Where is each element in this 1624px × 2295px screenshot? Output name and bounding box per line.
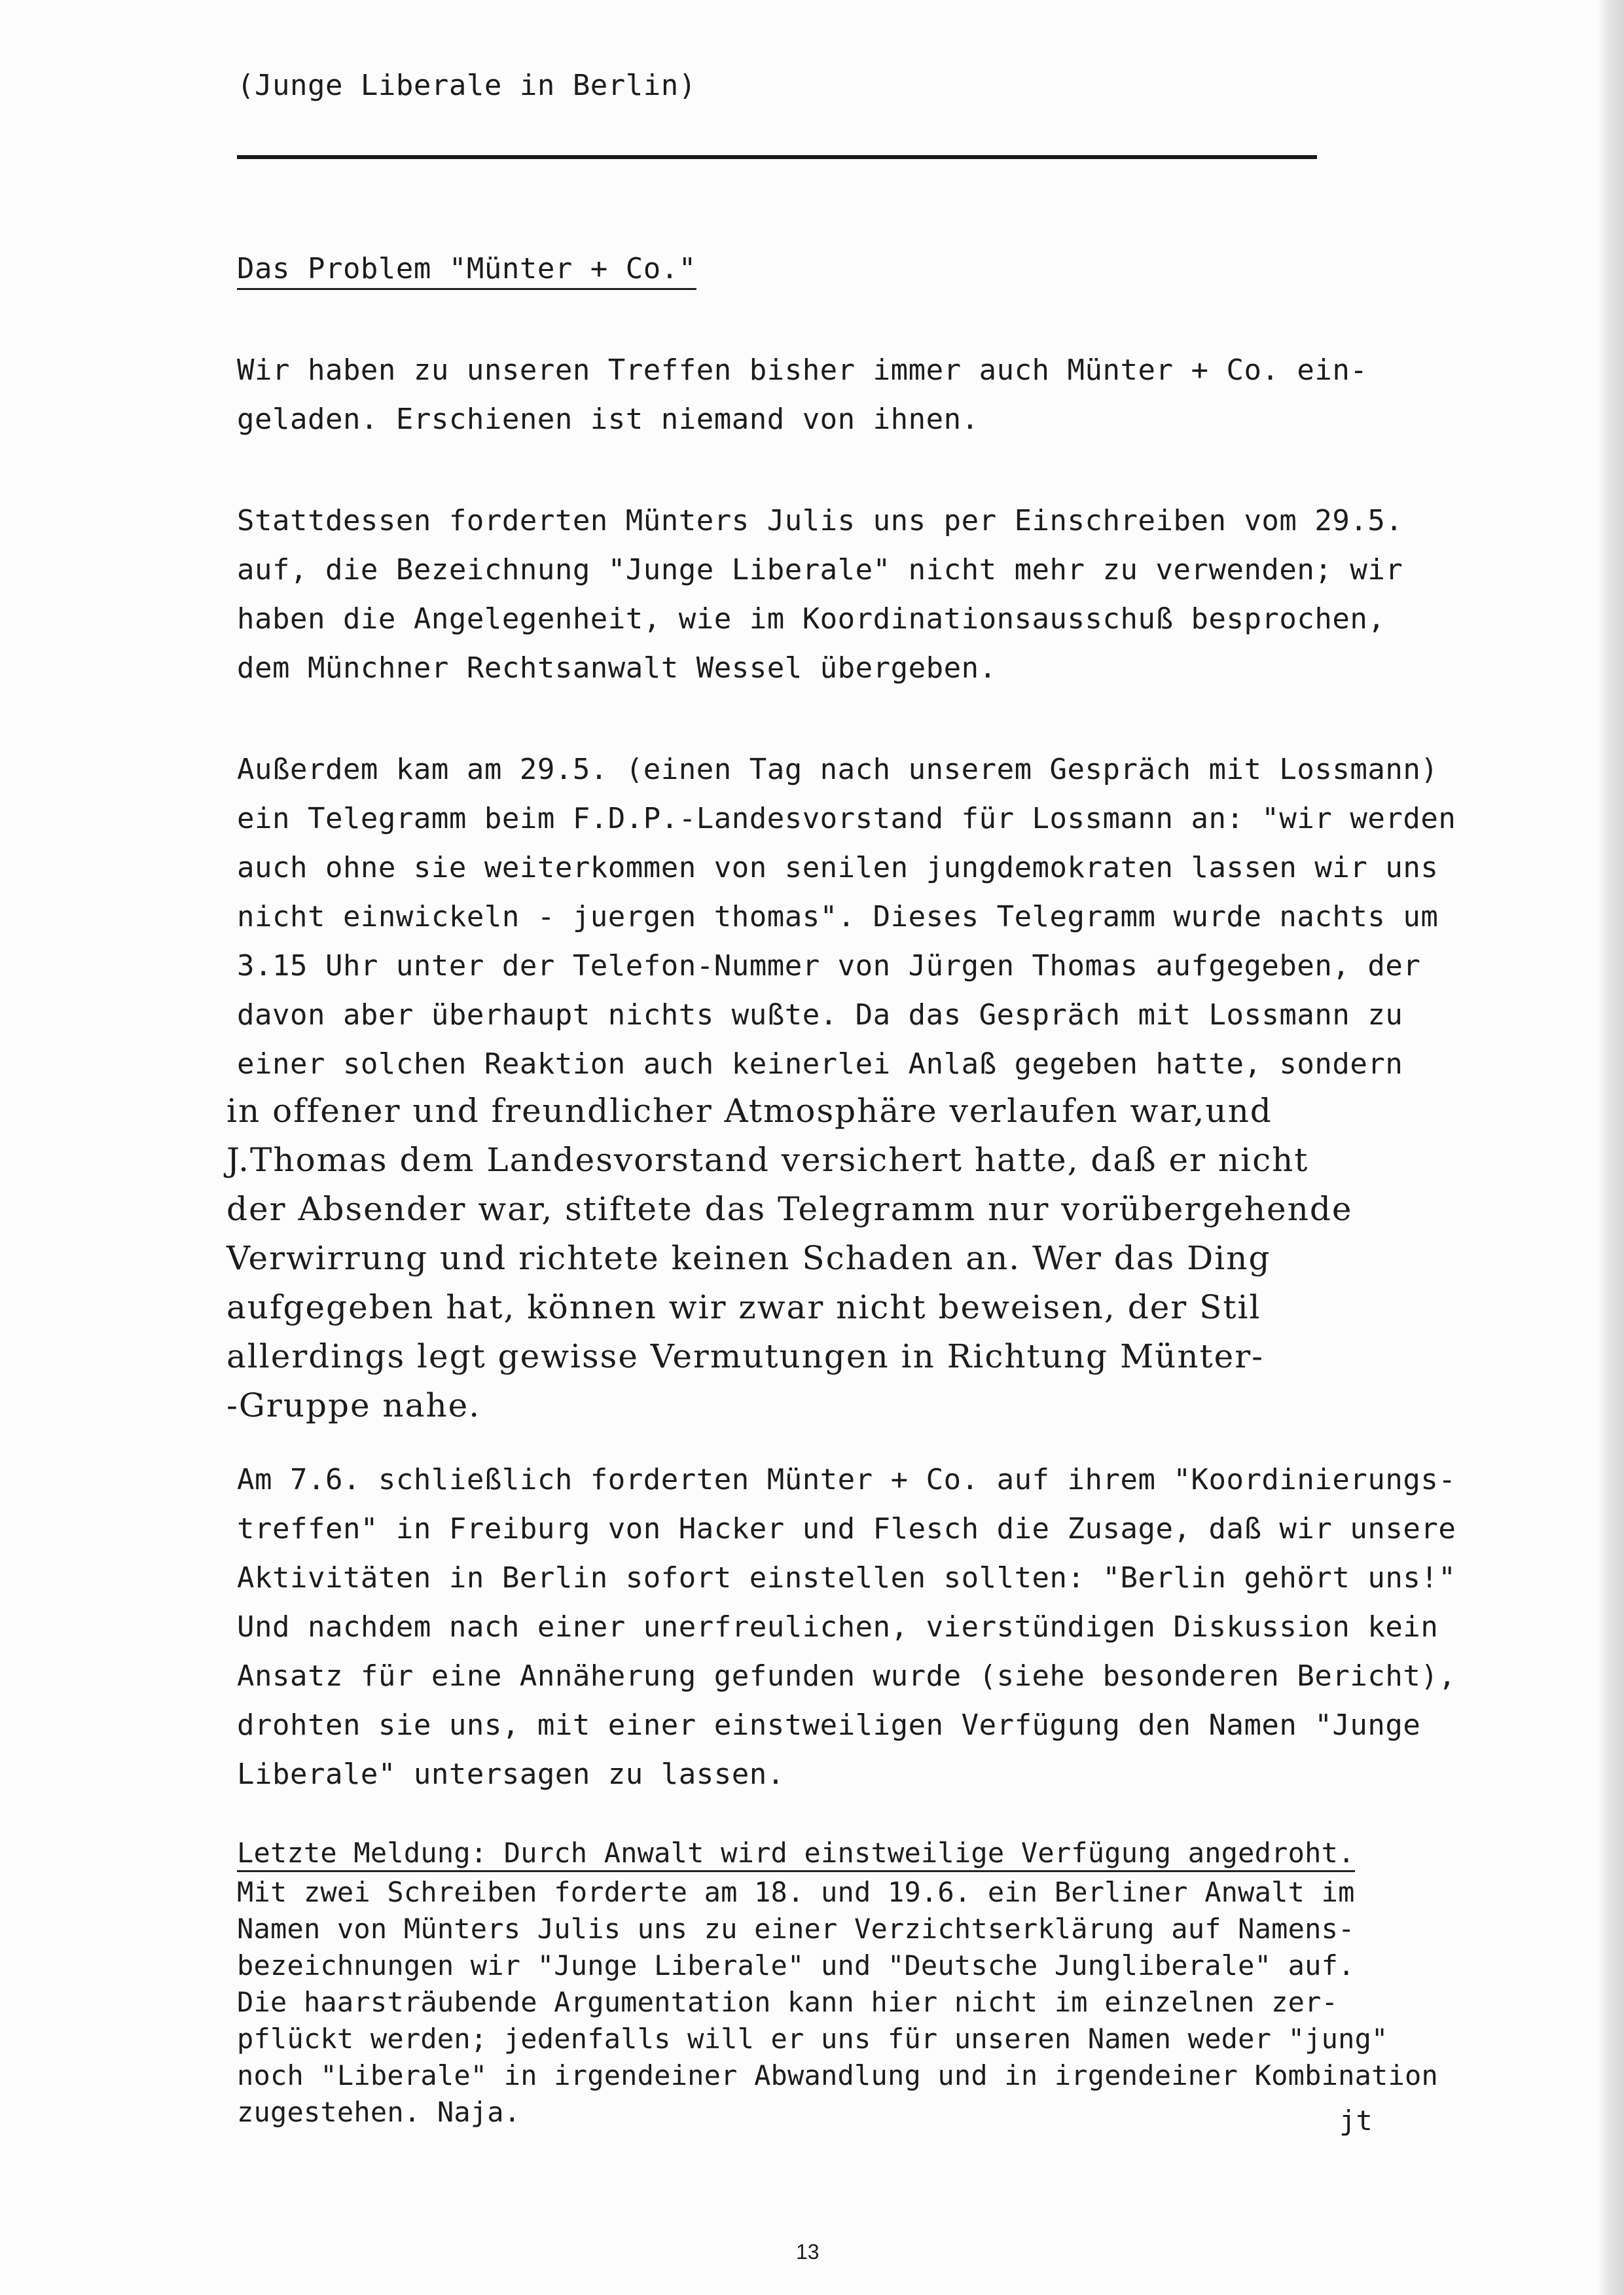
paragraph-2-line: haben die Angelegenheit, wie im Koordinationsausschuß besprochen, — [237, 602, 1386, 636]
paragraph-3-serif-line: der Absender war, stiftete das Telegramm nur vorübergehende — [226, 1190, 1353, 1228]
paragraph-3-serif-line: -Gruppe nahe. — [226, 1386, 481, 1424]
paragraph-2-line: auf, die Bezeichnung "Junge Liberale" nicht mehr zu verwenden; wir — [237, 553, 1403, 587]
page-edge-shadow — [1598, 0, 1624, 2295]
final-note-line: noch "Liberale" in irgendeiner Abwandlung und in irgendeiner Kombination — [237, 2059, 1439, 2091]
final-note-line: bezeichnungen wir "Junge Liberale" und "Deutsche Jungliberale" auf. — [237, 1949, 1355, 1981]
paragraph-3-line: auch ohne sie weiterkommen von senilen jungdemokraten lassen wir uns — [237, 851, 1439, 884]
paragraph-3-line: 3.15 Uhr unter der Telefon-Nummer von Jürgen Thomas aufgegeben, der — [237, 949, 1421, 983]
paragraph-1-line: geladen. Erschienen ist niemand von ihnen. — [237, 403, 979, 436]
page-number: 13 — [796, 2240, 820, 2264]
paragraph-3-serif-line: aufgegeben hat, können wir zwar nicht beweisen, der Stil — [226, 1288, 1261, 1326]
paragraph-4-line: Liberale" untersagen zu lassen. — [237, 1758, 785, 1791]
paragraph-2-line: Stattdessen forderten Münters Julis uns per Einschreiben vom 29.5. — [237, 504, 1403, 537]
paragraph-4-line: Und nachdem nach einer unerfreulichen, vierstündigen Diskussion kein — [237, 1610, 1439, 1644]
final-note-line: Namen von Münters Julis uns zu einer Verzichtserklärung auf Namens- — [237, 1913, 1355, 1945]
paragraph-4-line: Aktivitäten in Berlin sofort einstellen sollten: "Berlin gehört uns!" — [237, 1561, 1456, 1595]
paragraph-3-line: davon aber überhaupt nichts wußte. Da das Gespräch mit Lossmann zu — [237, 998, 1403, 1032]
paragraph-3-serif-line: in offener und freundlicher Atmosphäre verlaufen war,und — [226, 1092, 1272, 1130]
header-rule — [237, 155, 1317, 159]
paragraph-4-line: Ansatz für eine Annäherung gefunden wurde (siehe besonderen Bericht), — [237, 1659, 1456, 1693]
final-note-line: Mit zwei Schreiben forderte am 18. und 19.6. ein Berliner Anwalt im — [237, 1876, 1355, 1908]
final-note-heading: Letzte Meldung: Durch Anwalt wird einstweilige Verfügung angedroht. — [237, 1837, 1355, 1872]
paragraph-3-line: nicht einwickeln - juergen thomas". Dieses Telegramm wurde nachts um — [237, 900, 1439, 933]
paragraph-2-line: dem Münchner Rechtsanwalt Wessel übergeben. — [237, 651, 997, 685]
paragraph-4-line: treffen" in Freiburg von Hacker und Flesch die Zusage, daß wir unsere — [237, 1512, 1456, 1545]
paragraph-3-line: einer solchen Reaktion auch keinerlei Anlaß gegeben hatte, sondern — [237, 1047, 1403, 1081]
paragraph-1-line: Wir haben zu unseren Treffen bisher immer auch Münter + Co. ein- — [237, 353, 1368, 387]
paragraph-3-serif-line: Verwirrung und richtete keinen Schaden an. Wer das Ding — [226, 1239, 1271, 1277]
paragraph-3-line: ein Telegramm beim F.D.P.-Landesvorstand für Lossmann an: "wir werden — [237, 802, 1456, 835]
paragraph-4-line: drohten sie uns, mit einer einstweiligen Verfügung den Namen "Junge — [237, 1708, 1421, 1742]
section-heading: Das Problem "Münter + Co." — [237, 252, 696, 290]
paragraph-4-line: Am 7.6. schließlich forderten Münter + Co. auf ihrem "Koordinierungs- — [237, 1463, 1456, 1496]
final-note-line: Die haarsträubende Argumentation kann hier nicht im einzelnen zer- — [237, 1986, 1339, 2018]
final-note-line: pflückt werden; jedenfalls will er uns für unseren Namen weder "jung" — [237, 2023, 1388, 2055]
paragraph-3-serif-line: J.Thomas dem Landesvorstand versichert hatte, daß er nicht — [226, 1141, 1309, 1179]
final-note-line: zugestehen. Naja. — [237, 2096, 521, 2128]
paragraph-3-serif-line: allerdings legt gewisse Vermutungen in Richtung Münter- — [226, 1337, 1265, 1375]
paragraph-3-line: Außerdem kam am 29.5. (einen Tag nach unserem Gespräch mit Lossmann) — [237, 753, 1439, 786]
header-title: (Junge Liberale in Berlin) — [237, 69, 696, 102]
signature-initials: jt — [1339, 2105, 1373, 2137]
